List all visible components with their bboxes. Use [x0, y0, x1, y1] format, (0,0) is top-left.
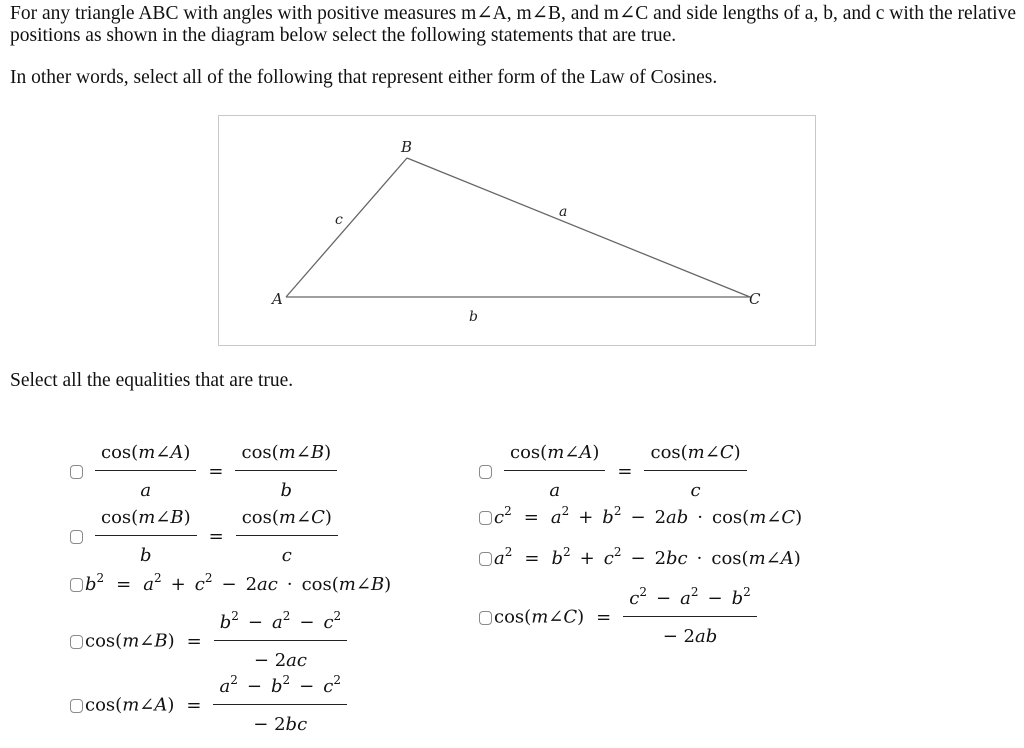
instruction-text: Select all the equalities that are true.: [10, 370, 294, 391]
option-checkbox[interactable]: [70, 465, 83, 479]
option-checkbox[interactable]: [479, 552, 492, 566]
option-cos-b-solved-form[interactable]: [70, 609, 347, 671]
option-cos-c-solved-form[interactable]: [479, 585, 757, 647]
option-checkbox[interactable]: [479, 611, 492, 625]
option-cos-b-over-b-equals-cos-c-over-c[interactable]: [70, 507, 338, 566]
question-clarification: In other words, select all of the following that represent either form of the Law of Cosines.: [10, 67, 718, 88]
side-label-b: b: [469, 309, 478, 325]
option-checkbox[interactable]: [70, 578, 83, 592]
vertex-label-b: B: [401, 138, 413, 156]
option-expression: $\frac{\cos(m\angle A)}{a}$ = $\frac{\cos(m\angle C)}{c}$: [504, 442, 747, 501]
option-expression: $\frac{\cos(m\angle A)}{a}$ = $\frac{\cos(m\angle B)}{b}$: [95, 442, 337, 501]
option-cos-a-over-a-equals-cos-b-over-b[interactable]: [70, 442, 337, 501]
option-expression: $b^2 = a^2 + c^2 - 2ac$ · cos(m∠B): [85, 571, 392, 595]
side-label-c: c: [335, 212, 343, 228]
option-expression: cos(m∠A) = $\frac{a^2 - b^2 - c^2}{- 2bc}$: [85, 676, 347, 735]
triangle-svg: [219, 116, 815, 345]
option-cos-a-over-a-equals-cos-c-over-c[interactable]: [479, 442, 747, 501]
option-checkbox[interactable]: [70, 699, 83, 713]
option-expression: $a^2 = b^2 + c^2 - 2bc$ · cos(m∠A): [494, 545, 801, 569]
option-a-squared-law-of-cosines[interactable]: [479, 545, 801, 569]
vertex-label-a: A: [272, 290, 283, 308]
option-cos-a-solved-form[interactable]: [70, 673, 347, 735]
option-checkbox[interactable]: [479, 511, 492, 525]
triangle-diagram: [218, 115, 816, 346]
side-label-a: a: [559, 204, 568, 220]
side-c-line: [286, 158, 407, 297]
option-c-squared-law-of-cosines[interactable]: [479, 504, 803, 528]
option-expression: cos(m∠C) = $\frac{c^2 - a^2 - b^2}{- 2ab}$: [494, 588, 757, 647]
side-a-line: [407, 158, 750, 297]
option-checkbox[interactable]: [70, 530, 83, 544]
question-prompt: [10, 3, 1020, 89]
option-checkbox[interactable]: [70, 635, 83, 649]
option-expression: $c^2 = a^2 + b^2 - 2ab$ · cos(m∠C): [494, 504, 803, 528]
option-checkbox[interactable]: [479, 465, 492, 479]
option-b-squared-law-of-cosines[interactable]: [70, 571, 392, 595]
question-text: For any triangle ABC with angles with positive measures m∠A, m∠B, and m∠C and side lengths of a, b, and c with the relative positions as shown in the diagram below select the following statements that are true.: [10, 3, 1016, 46]
vertex-label-c: C: [749, 290, 761, 308]
option-expression: cos(m∠B) = $\frac{b^2 - a^2 - c^2}{- 2ac}$: [85, 612, 347, 671]
option-expression: $\frac{\cos(m\angle B)}{b}$ = $\frac{\cos(m\angle C)}{c}$: [95, 507, 338, 566]
